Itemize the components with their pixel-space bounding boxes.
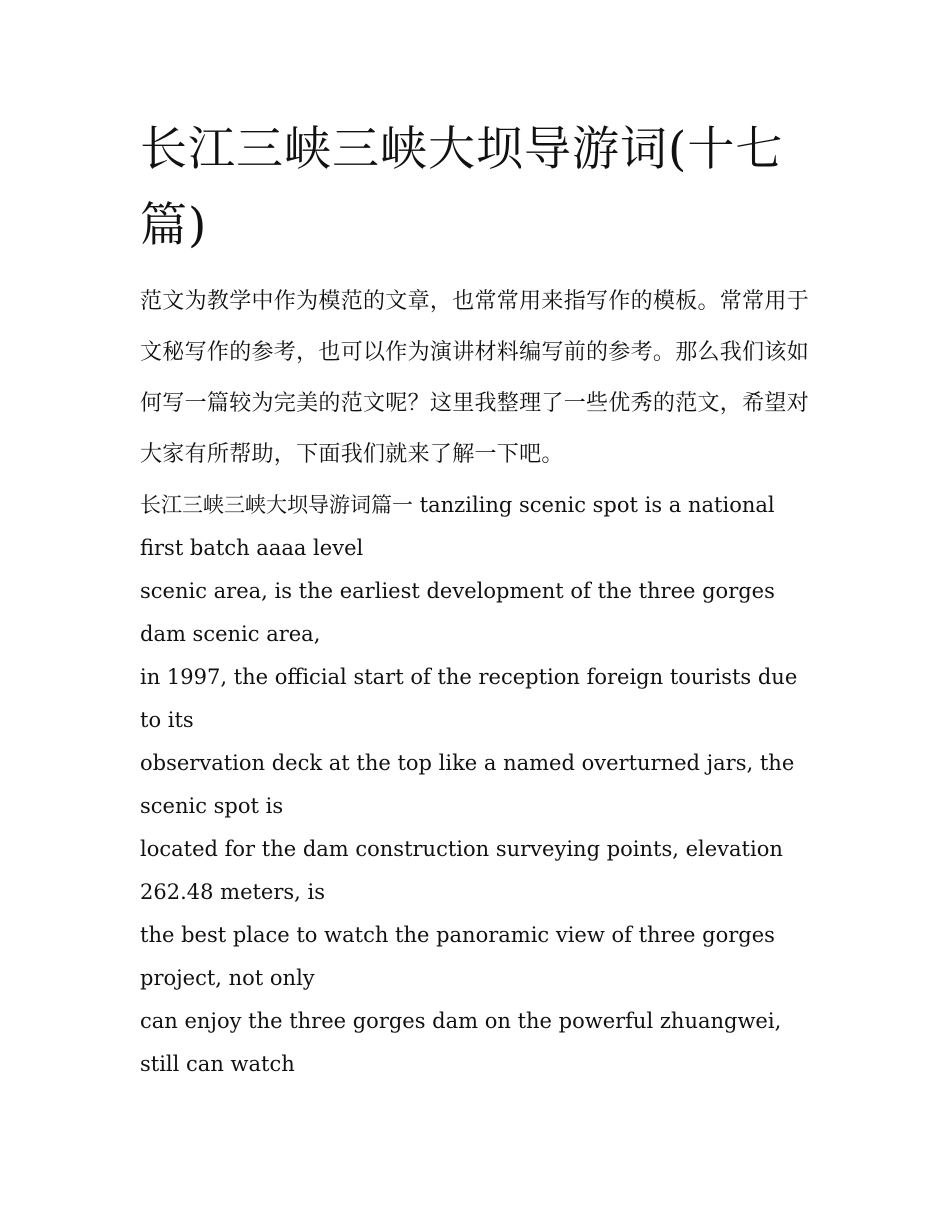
body-line: observation deck at the top like a named overturned jars, the scenic spot is	[140, 751, 795, 818]
intro-paragraph: 范文为教学中作为模范的文章，也常常用来指写作的模板。常常用于文秘写作的参考，也可以作为演讲材料编写前的参考。那么我们该如何写一篇较为完美的范文呢？这里我整理了一些优秀的范文，希望对大家有所帮助，下面我们就来了解一下吧。	[140, 289, 810, 467]
body-line: in 1997, the official start of the reception foreign tourists due to its	[140, 665, 798, 732]
body-text	[140, 484, 820, 1086]
body-line: 长江三峡三峡大坝导游词篇一 tanziling scenic spot is a national first batch aaaa level	[140, 493, 775, 560]
document-title: 长江三峡三峡大坝导游词(十七篇)	[140, 122, 784, 253]
body-line: the best place to watch the panoramic view of three gorges project, not only	[140, 923, 775, 990]
body-line: can enjoy the three gorges dam on the powerful zhuangwei, still can watch	[140, 1009, 782, 1076]
body-line: located for the dam construction surveying points, elevation 262.48 meters, is	[140, 837, 783, 904]
body-line: scenic area, is the earliest development of the three gorges dam scenic area,	[140, 579, 775, 646]
document-content	[140, 112, 820, 1086]
